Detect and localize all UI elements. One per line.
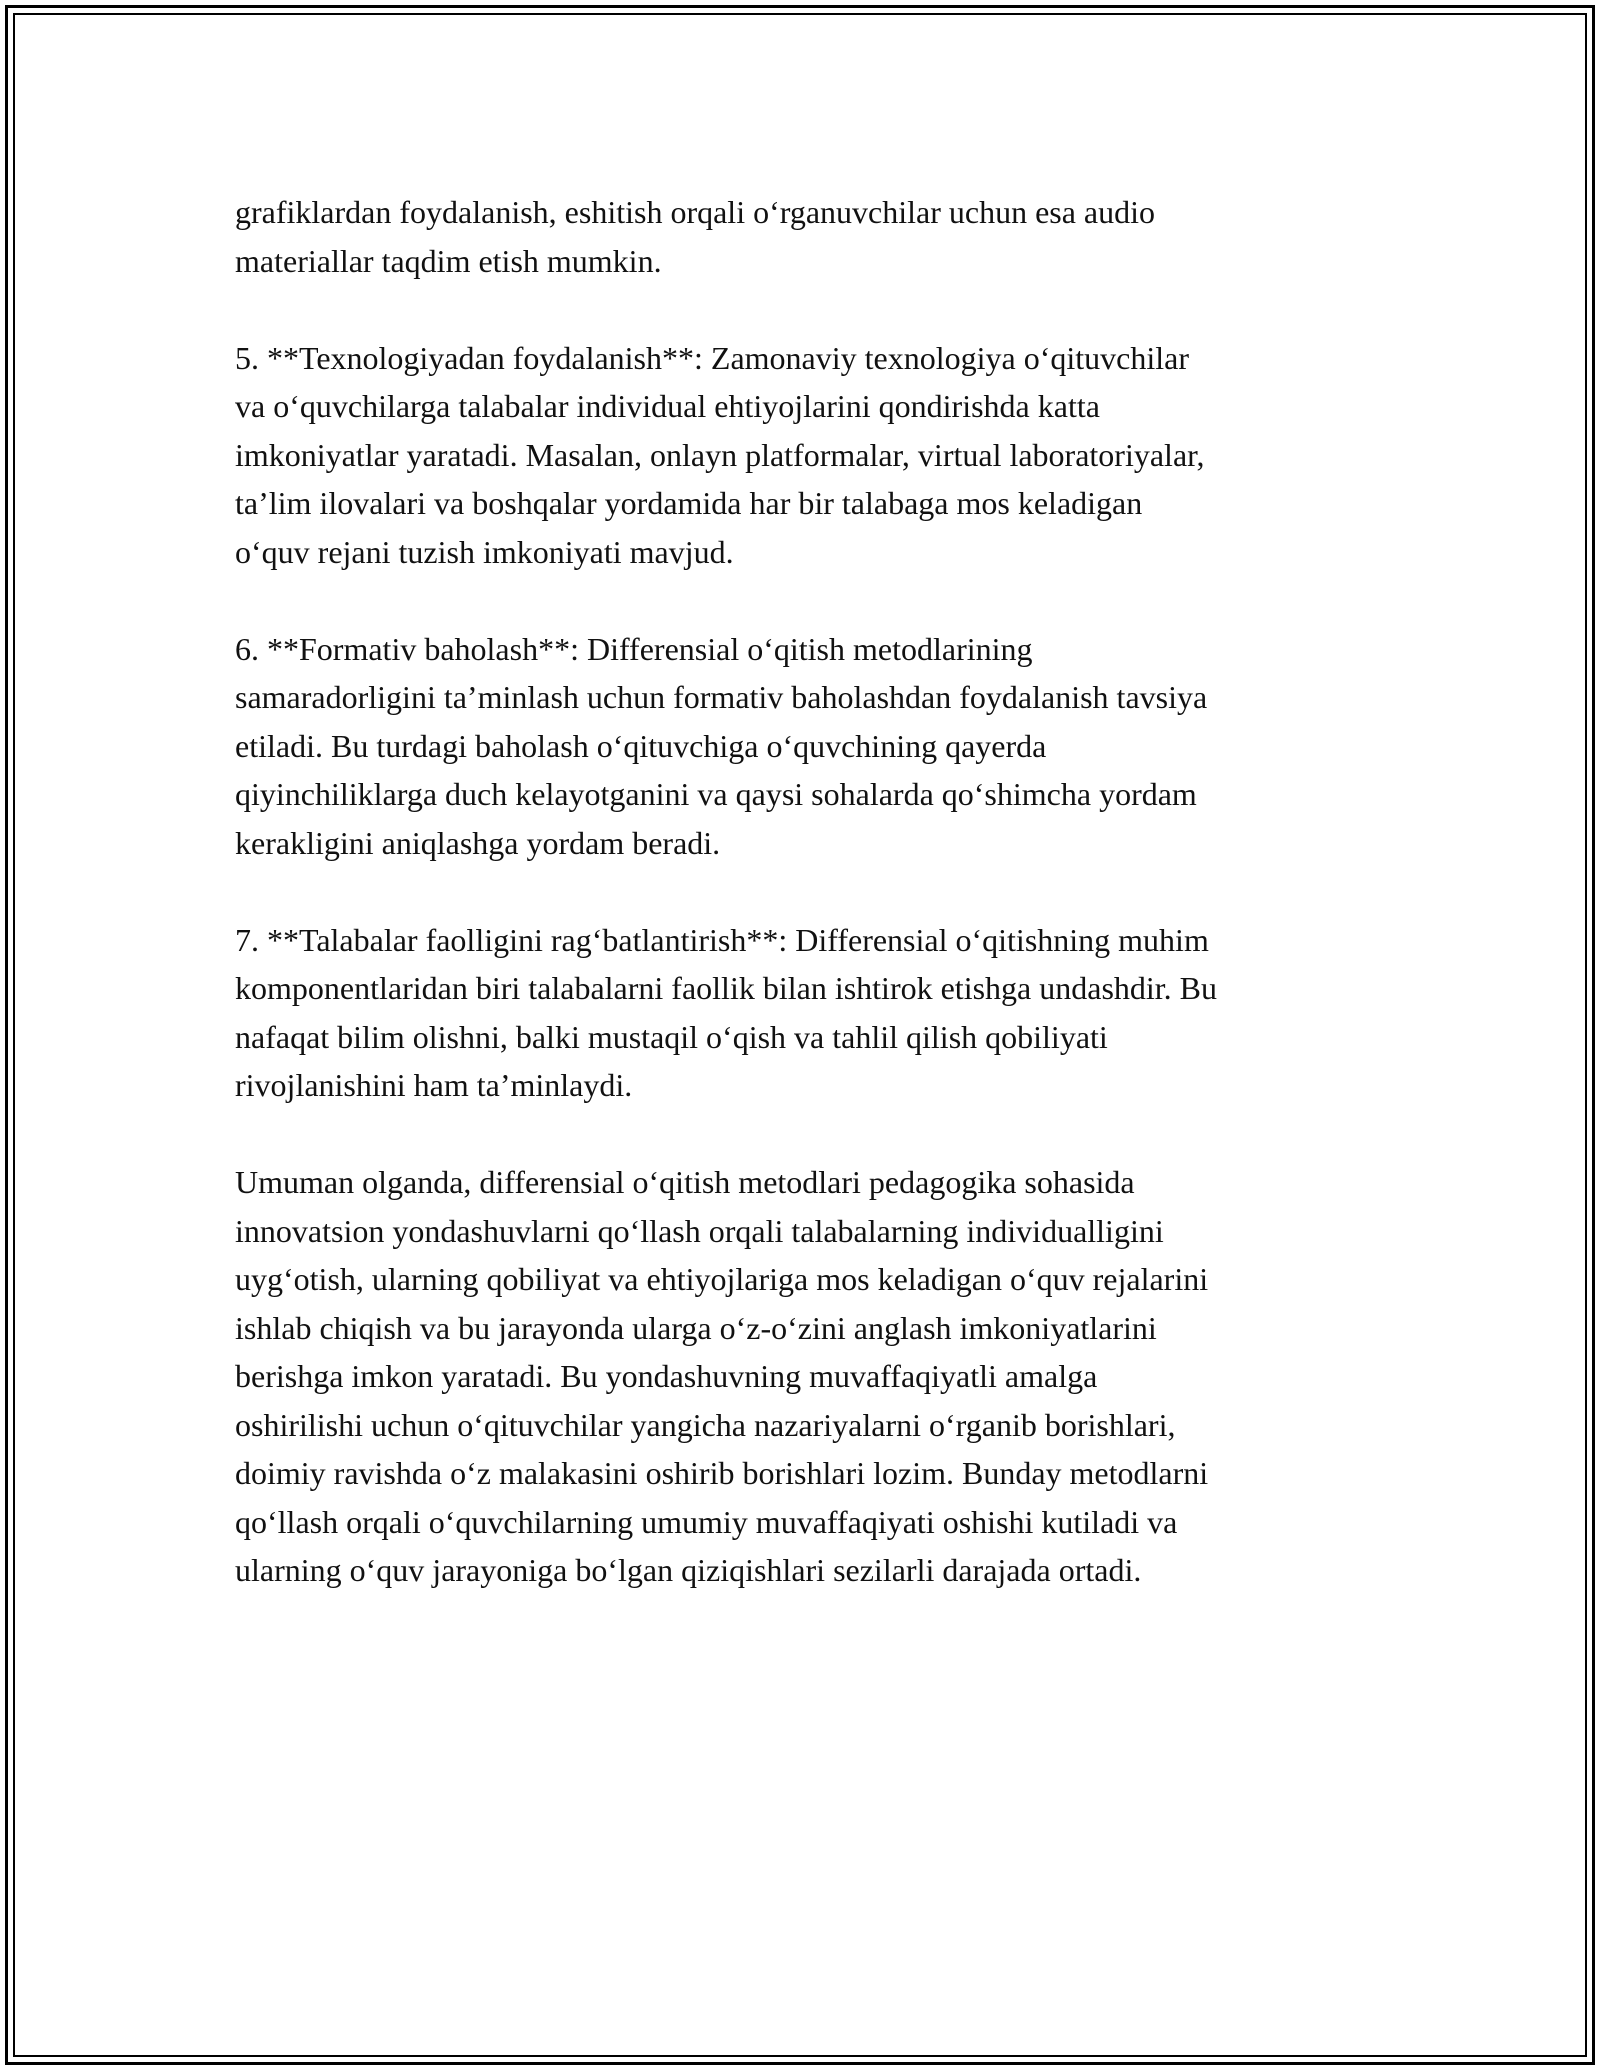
paragraph-talabalar-faolligi: 7. **Talabalar faolligini rag‘batlantirish**: Differensial o‘qitishning muhim komponentlaridan biri talabalarni faollik bilan ishtirok etishga undashdir. Bu nafaqat bilim olishni, balki mustaqil o‘qish va tahlil qilish qobiliyati rivojlanishini ham ta’minlaydi. — [235, 921, 1218, 1103]
paragraph-texnologiya: 5. **Texnologiyadan foydalanish**: Zamonaviy texnologiya o‘qituvchilar va o‘quvchilarga talabalar individual ehtiyojlarini qondirishda katta imkoniyatlar yaratadi. Masalan, onlayn platformalar, virtual laboratoriyalar, ta’lim ilovalari va boshqalar yordamida har bir talabaga mos keladigan o‘quv rejani tuzish imkoniyati mavjud. — [235, 339, 1205, 570]
paragraph-conclusion: Umuman olganda, differensial o‘qitish metodlari pedagogika sohasida innovatsion yondashuvlarni qo‘llash orqali talabalarning individualligini uyg‘otish, ularning qobiliyat va ehtiyojlariga mos keladigan o‘quv rejalarini ishlab chiqish va bu jarayonda ularga o‘z-o‘zini anglash imkoniyatlarini berishga imkon yaratadi. Bu yondashuvning muvaffaqiyatli amalga oshirilishi uchun o‘qituvchilar yangicha nazariyalarni o‘rganib borishlari, doimiy ravishda o‘z malakasini oshirib borishlari lozim. Bunday metodlarni qo‘llash orqali o‘quvchilarning umumiy muvaffaqiyati oshishi kutiladi va ularning o‘quv jarayoniga bo‘lgan qiziqishlari sezilarli darajada ortadi. — [235, 1164, 1209, 1588]
document-body — [235, 188, 1375, 1595]
paragraph-continuation: grafiklardan foydalanish, eshitish orqali o‘rganuvchilar uchun esa audio materiallar taqdim etish mumkin. — [235, 194, 1156, 279]
paragraph-formativ-baholash: 6. **Formativ baholash**: Differensial o‘qitish metodlarining samaradorligini ta’minlash uchun formativ baholashdan foydalanish tavsiya etiladi. Bu turdagi baholash o‘qituvchiga o‘quvchining qayerda qiyinchiliklarga duch kelayotganini va qaysi sohalarda qo‘shimcha yordam kerakligini aniqlashga yordam beradi. — [235, 630, 1208, 861]
